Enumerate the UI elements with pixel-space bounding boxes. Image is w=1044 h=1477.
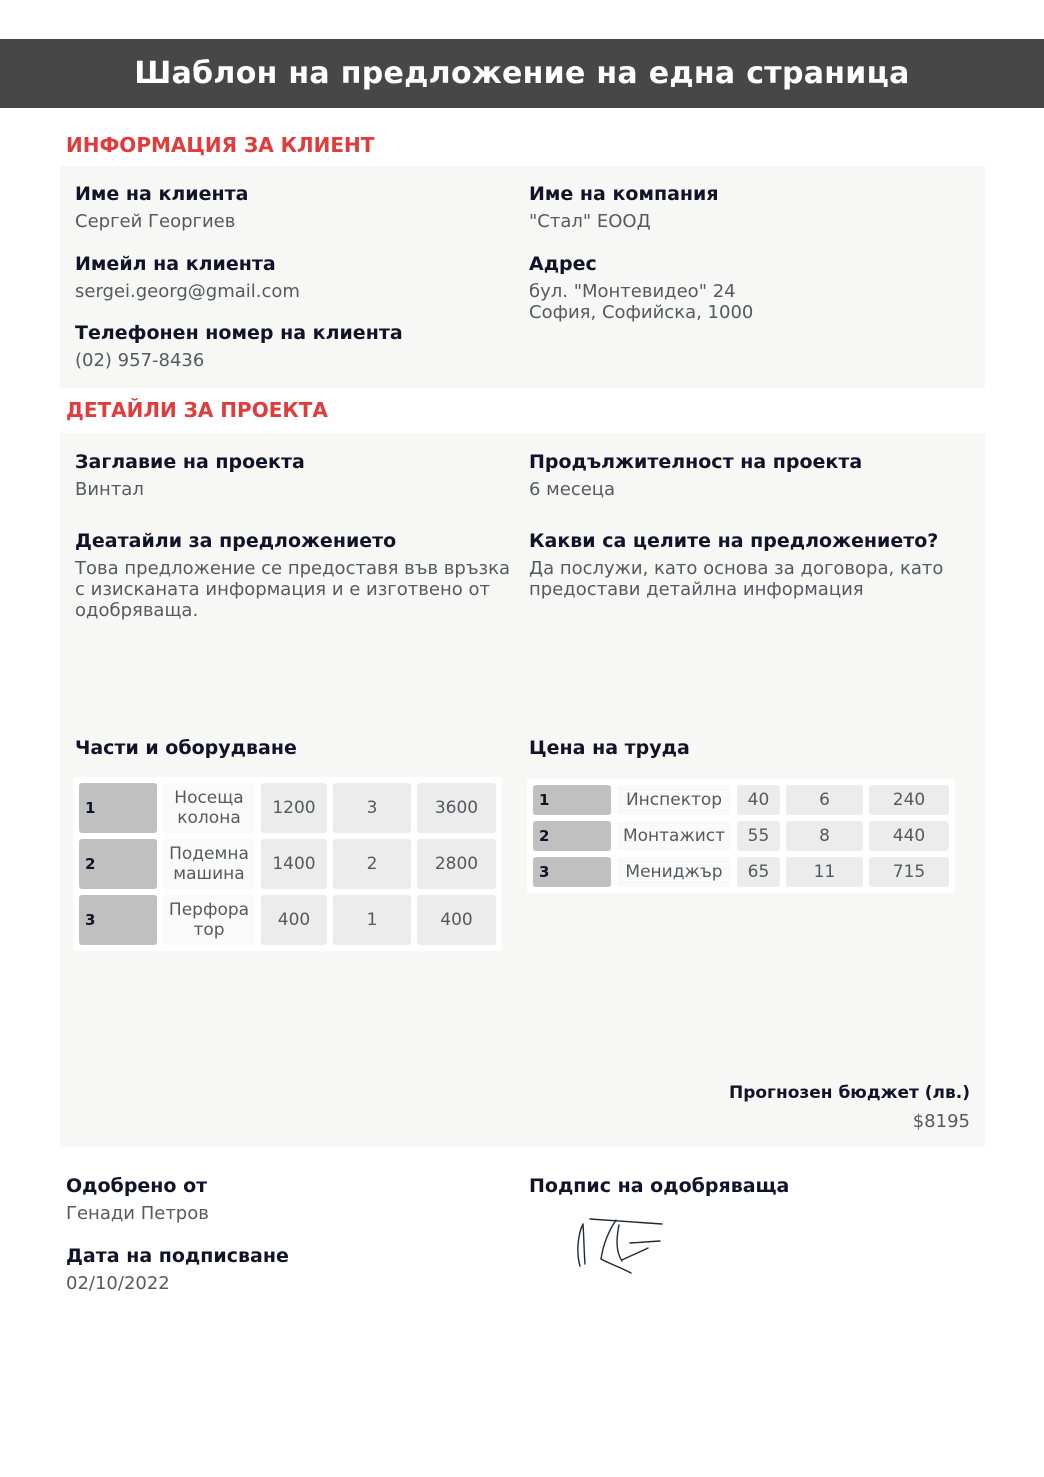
budget-value: $8195 — [912, 1111, 970, 1132]
part-qty: 2 — [333, 839, 411, 889]
labor-total: 440 — [869, 821, 949, 851]
address-label: Адрес — [529, 253, 597, 275]
project-section-heading: ДЕТАЙЛИ ЗА ПРОЕКТА — [66, 398, 328, 422]
duration-field — [529, 451, 862, 500]
email-field — [75, 253, 300, 302]
labor-total: 715 — [869, 857, 949, 887]
row-index: 2 — [533, 821, 611, 851]
project-title-label: Заглавие на проекта — [75, 451, 305, 473]
table-row — [79, 895, 496, 945]
labor-hours: 6 — [786, 785, 863, 815]
client-section-heading: ИНФОРМАЦИЯ ЗА КЛИЕНТ — [66, 133, 375, 157]
client-info-panel — [60, 166, 985, 388]
part-total: 3600 — [417, 783, 496, 833]
row-index: 1 — [79, 783, 157, 833]
table-row — [533, 785, 949, 815]
date-value: 02/10/2022 — [66, 1273, 170, 1294]
date-field — [66, 1245, 289, 1294]
labor-hours: 8 — [786, 821, 863, 851]
table-row — [79, 783, 496, 833]
client-name-field — [75, 183, 248, 232]
row-index: 3 — [533, 857, 611, 887]
signature-image — [570, 1212, 670, 1282]
part-name: Носеща колона — [163, 783, 255, 833]
row-index: 3 — [79, 895, 157, 945]
company-label: Име на компания — [529, 183, 719, 205]
parts-label: Части и оборудване — [75, 737, 297, 759]
company-field — [529, 183, 719, 232]
date-label: Дата на подписване — [66, 1245, 289, 1267]
email-label: Имейл на клиента — [75, 253, 276, 275]
phone-field — [75, 322, 403, 371]
part-price: 400 — [261, 895, 327, 945]
budget-label: Прогнозен бюджет (лв.) — [728, 1083, 970, 1103]
client-name-value: Сергей Георгиев — [75, 211, 236, 232]
details-value: Това предложение се предоставя във връзка с изисканата информация и е изготвено от одобряваща. — [75, 558, 511, 621]
project-details-panel — [60, 433, 985, 1147]
address-line2: София, Софийска, 1000 — [529, 302, 754, 323]
company-value: "Стал" ЕООД — [529, 211, 651, 232]
details-field — [75, 530, 515, 621]
page-title: Шаблон на предложение на една страница — [134, 56, 910, 91]
part-qty: 1 — [333, 895, 411, 945]
part-name: Перфора тор — [163, 895, 255, 945]
details-label: Деатайли за предложението — [75, 530, 397, 552]
labor-hours: 11 — [786, 857, 863, 887]
goals-label: Какви са целите на предложението? — [529, 530, 939, 552]
approved-by-value: Генади Петров — [66, 1203, 209, 1224]
part-qty: 3 — [333, 783, 411, 833]
address-line1: бул. "Монтевидео" 24 — [529, 281, 736, 302]
labor-table — [527, 779, 955, 893]
address-field — [529, 253, 753, 323]
duration-label: Продължителност на проекта — [529, 451, 863, 473]
signature-field — [529, 1175, 789, 1197]
part-name: Подемна машина — [163, 839, 255, 889]
labor-rate: 40 — [737, 785, 780, 815]
labor-total: 240 — [869, 785, 949, 815]
phone-value: (02) 957-8436 — [75, 350, 205, 371]
row-index: 2 — [79, 839, 157, 889]
project-title-value: Винтал — [75, 479, 144, 500]
labor-role: Инспектор — [617, 785, 731, 815]
row-index: 1 — [533, 785, 611, 815]
goals-value: Да послужи, като основа за договора, като предостави детайлна информация — [529, 558, 944, 600]
table-row — [533, 857, 949, 887]
table-row — [533, 821, 949, 851]
budget-block — [729, 1083, 970, 1132]
client-name-label: Име на клиента — [75, 183, 249, 205]
goals-field — [529, 530, 969, 600]
duration-value: 6 месеца — [529, 479, 616, 500]
title-bar — [0, 39, 1044, 108]
table-row — [79, 839, 496, 889]
labor-rate: 65 — [737, 857, 780, 887]
phone-label: Телефонен номер на клиента — [75, 322, 403, 344]
signature-label: Подпис на одобряваща — [529, 1175, 790, 1197]
part-total: 2800 — [417, 839, 496, 889]
approved-by-label: Одобрено от — [66, 1175, 208, 1197]
part-price: 1400 — [261, 839, 327, 889]
email-value: sergei.georg@gmail.com — [75, 281, 300, 302]
labor-label: Цена на труда — [529, 737, 690, 759]
labor-role: Мениджър — [617, 857, 731, 887]
labor-role: Монтажист — [617, 821, 731, 851]
parts-table — [73, 777, 502, 951]
approved-by-field — [66, 1175, 209, 1224]
labor-rate: 55 — [737, 821, 780, 851]
project-title-field — [75, 451, 305, 500]
part-total: 400 — [417, 895, 496, 945]
part-price: 1200 — [261, 783, 327, 833]
